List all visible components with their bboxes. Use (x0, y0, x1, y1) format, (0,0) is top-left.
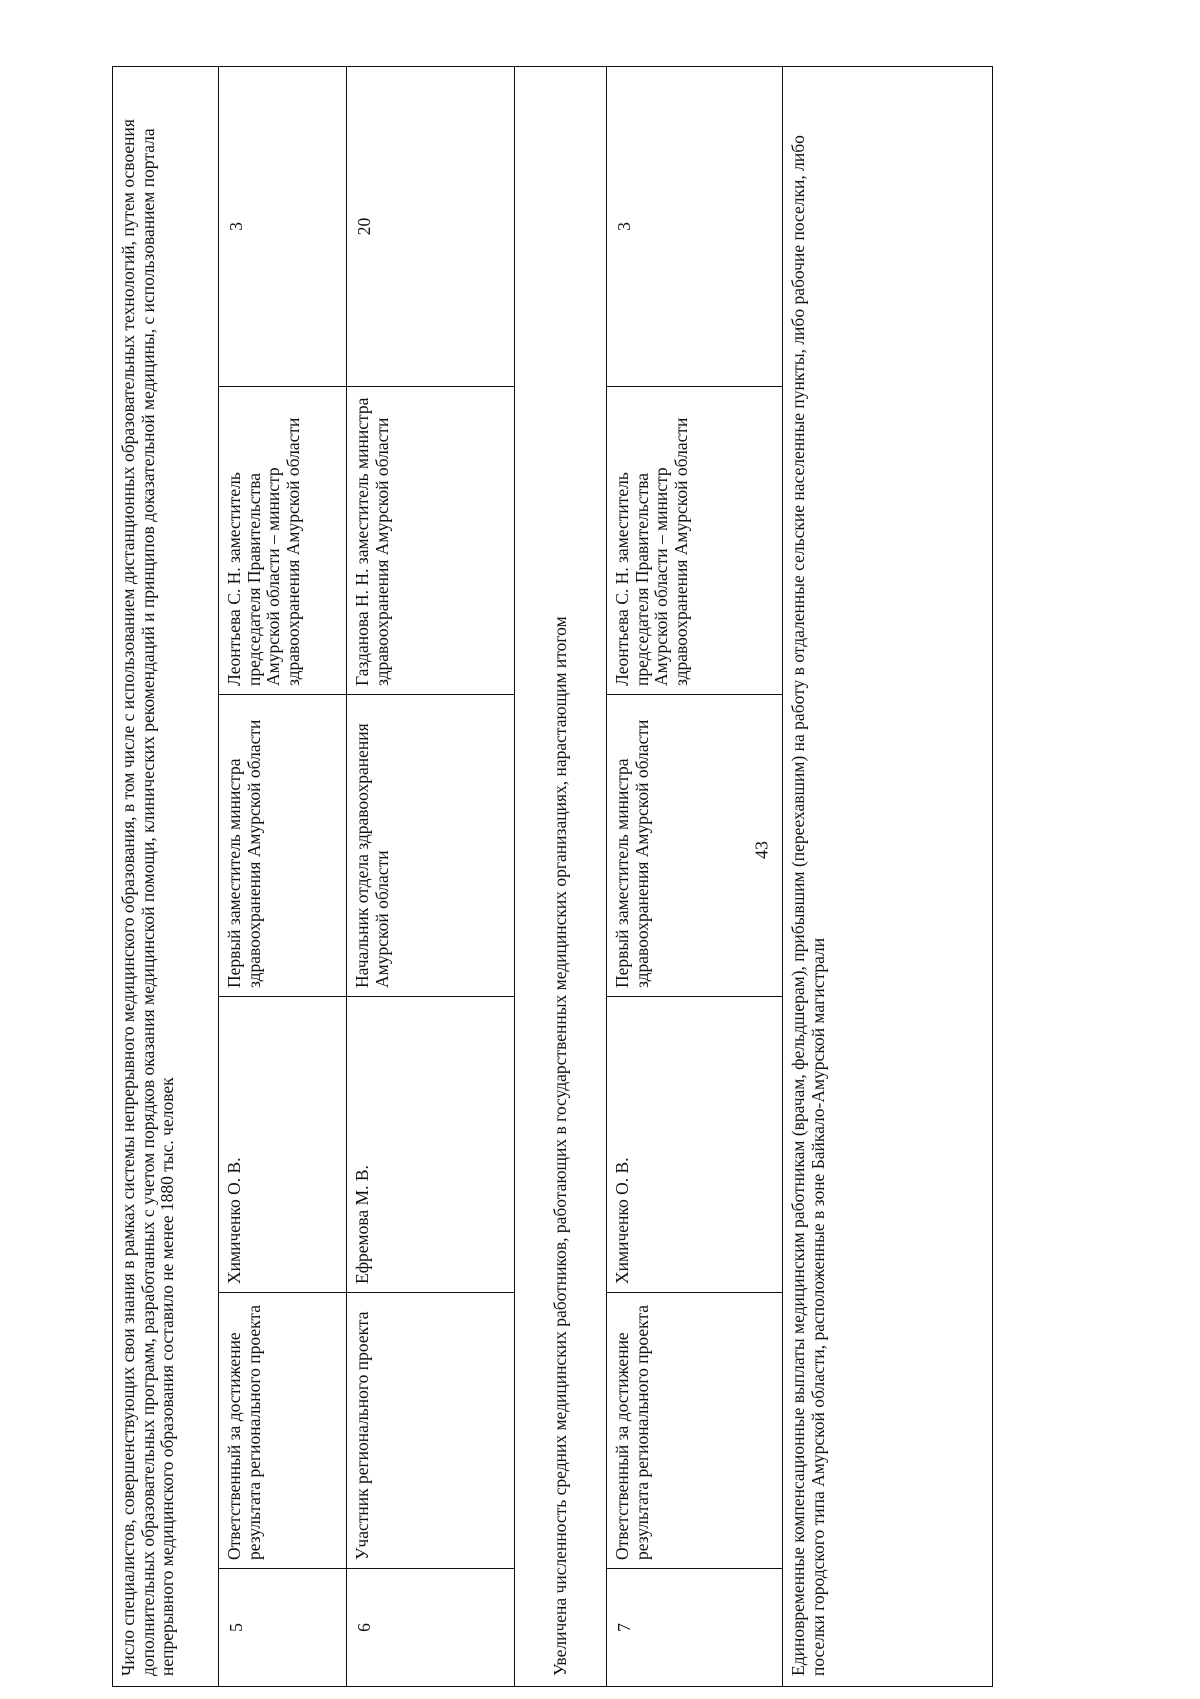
position-cell: Первый заместитель министра здравоохранения Амурской области (219, 695, 347, 997)
table-row (607, 66, 783, 1686)
row-number: 5 (219, 1569, 347, 1687)
table-container (112, 67, 992, 1687)
position-cell: Начальник отдела здравоохранения Амурской области (347, 695, 515, 997)
position-cell: Первый заместитель министра здравоохранения Амурской области (607, 695, 783, 997)
project-participants-table (112, 66, 993, 1687)
table-row (219, 66, 347, 1686)
row-number: 7 (607, 1569, 783, 1687)
name-cell: Химиченко О. В. (219, 997, 347, 1293)
name-cell: Химиченко О. В. (607, 997, 783, 1293)
section-header-row (113, 66, 219, 1686)
role-cell: Ответственный за достижение результата регионального проекта (219, 1293, 347, 1569)
supervisor-cell: Газданова Н. Н. заместитель министра здравоохранения Амурской области (347, 387, 515, 695)
section-title-text: Единовременные компенсационные выплаты медицинским работникам (врачам, фельдшерам), прибывшим (переехавшим) на работу в отдаленные сельские населенные пункты, либо рабочие поселки, либо поселки городского типа Амурской области, расположенные в зоне Байкало-Амурской магистрали (788, 135, 828, 1676)
section-title (515, 66, 607, 1686)
share-cell: 3 (219, 66, 347, 386)
supervisor-cell: Леонтьева С. Н. заместитель председателя Правительства Амурской области – министр здравоохранения Амурской области (219, 387, 347, 695)
section-title-text: Число специалистов, совершенствующих свои знания в рамках системы непрерывного медицинского образования, в том числе с использованием дистанционных образовательных технологий, путем освоения дополнительных образовательных программ, разработанных с учетом порядков оказания медицинской помощи, клинических рекомендаций и принципов доказательной медицины, с использованием портала непрерывного медицинского образования составило не менее 1880 тыс. человек (118, 119, 178, 1676)
row-number: 6 (347, 1569, 515, 1687)
section-title-text: Увеличена численность средних медицинских работников, работающих в государственных медицинских организациях, нарастающим итогом (549, 616, 570, 1676)
page-number: 43 (751, 841, 772, 859)
supervisor-cell: Леонтьева С. Н. заместитель председателя Правительства Амурской области – министр здравоохранения Амурской области (607, 387, 783, 695)
table-row (347, 66, 515, 1686)
role-cell: Участник регионального проекта (347, 1293, 515, 1569)
share-cell: 3 (607, 66, 783, 386)
share-cell: 20 (347, 66, 515, 386)
section-header-row (783, 66, 993, 1686)
section-title (783, 66, 993, 1686)
section-title (113, 66, 219, 1686)
role-cell: Ответственный за достижение результата регионального проекта (607, 1293, 783, 1569)
rotated-page-area (112, 67, 992, 1687)
name-cell: Ефремова М. В. (347, 997, 515, 1293)
section-header-row (515, 66, 607, 1686)
